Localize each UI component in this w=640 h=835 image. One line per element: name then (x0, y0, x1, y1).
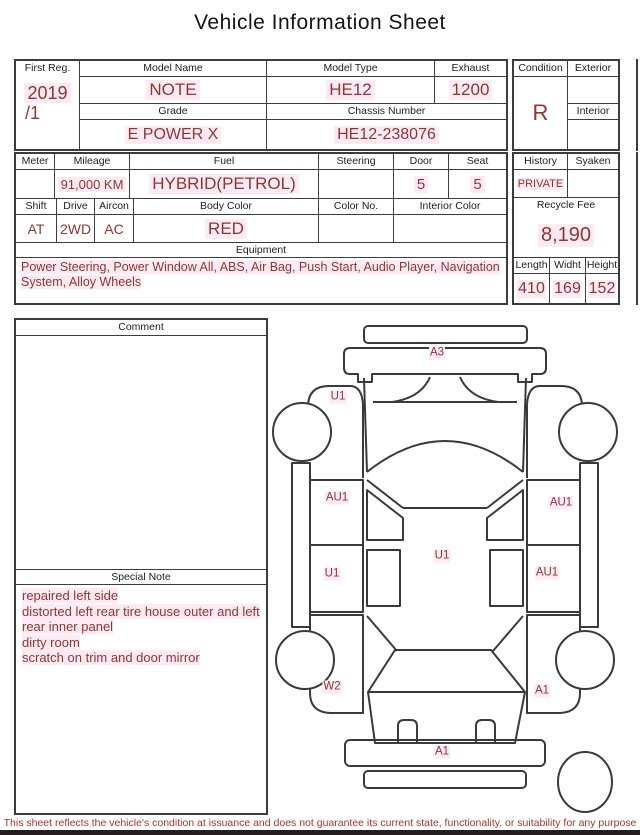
identity-header-row-2 (80, 104, 506, 120)
history-header-row (514, 154, 618, 170)
syaken-label: Syaken (575, 155, 611, 167)
history-label: History (514, 154, 568, 170)
damage-label-right-rear-door: AU1 (535, 566, 559, 579)
drive-value: 2WD (57, 215, 95, 242)
interior-label: Interior (568, 104, 618, 120)
fuel-value: HYBRID(PETROL) (130, 170, 319, 198)
shift-label: Shift (16, 199, 57, 215)
first-reg-month: /1 (25, 103, 41, 123)
damage-label-left-front-door: AU1 (325, 491, 349, 504)
height-label: Height (586, 259, 618, 271)
special-note-line: dirty room (22, 634, 80, 650)
dimensions-header-row (514, 258, 618, 274)
exhaust-label: Exhaust (451, 62, 490, 74)
color-no-value (319, 215, 394, 242)
steering-label: Steering (319, 154, 394, 170)
condition-value: R (532, 100, 549, 125)
exterior-value (568, 77, 618, 104)
special-note-line: distorted left rear tire house outer and left rear inner panel (22, 603, 260, 635)
condition-label: Condition (514, 61, 567, 77)
model-name-value: NOTE (80, 77, 267, 103)
drive-label: Drive (57, 199, 95, 215)
first-reg-year: 2019 (24, 83, 70, 103)
syaken-value (568, 170, 618, 197)
spec-header-row-2 (16, 199, 506, 215)
damage-label-front-bumper: A3 (429, 346, 445, 359)
history-value: PRIVATE (514, 170, 568, 197)
identity-value-row-2 (80, 120, 506, 149)
shift-value: AT (16, 215, 57, 242)
width-label: Widht (550, 258, 586, 274)
history-value-row (514, 170, 618, 198)
first-reg-cell (16, 61, 80, 149)
exterior-label: Exterior (568, 61, 618, 77)
identity-right (80, 61, 506, 149)
height-value: 152 (588, 279, 616, 297)
page-title: Vehicle Information Sheet (194, 11, 446, 34)
interior-color-label: Interior Color (419, 200, 481, 212)
interior-color-value (394, 215, 506, 242)
steering-value (319, 170, 394, 198)
first-reg-value (16, 77, 79, 149)
recycle-fee-value: 8,190 (514, 214, 618, 258)
length-value: 410 (514, 274, 550, 303)
special-note-line: repaired left side (22, 588, 119, 603)
color-no-label: Color No. (319, 199, 394, 215)
spec-table (14, 152, 508, 305)
equipment-value: Power Steering, Power Window All, ABS, Air Bag, Push Start, Audio Player, Navigation System, Alloy Wheels (21, 260, 500, 289)
car-damage-diagram (270, 310, 640, 830)
identity-table (14, 59, 508, 151)
chassis-label: Chassis Number (347, 105, 426, 117)
model-type-label: Model Type (267, 61, 435, 77)
interior-value (568, 120, 618, 149)
damage-label-right-rear-quarter: A1 (534, 684, 550, 697)
damage-label-right-front-door: AU1 (549, 496, 573, 509)
length-label: Length (514, 258, 550, 274)
body-color-value: RED (134, 215, 319, 242)
dimensions-value-row (514, 274, 618, 303)
model-name-label: Model Name (80, 61, 267, 77)
history-table (512, 152, 620, 305)
condition-cell (514, 61, 568, 149)
special-note-line: scratch on trim and door mirror (22, 650, 200, 666)
equipment-label: Equipment (16, 243, 506, 258)
identity-header-row-1 (80, 61, 506, 77)
damage-label-left-front-fender: U1 (330, 390, 346, 403)
condition-table (512, 59, 620, 151)
recycle-fee-label: Recycle Fee (536, 199, 596, 211)
spec-header-row-1 (16, 154, 506, 170)
model-type-value: HE12 (267, 77, 435, 103)
body-color-label: Body Color (134, 199, 319, 215)
mileage-value: 91,000 KM (55, 170, 130, 198)
exhaust-value: 1200 (435, 77, 506, 103)
comment-label: Comment (16, 320, 266, 336)
page-edge-line-top (636, 59, 638, 151)
spec-value-row-1 (16, 170, 506, 199)
mileage-label: Mileage (55, 154, 130, 170)
bottom-bar (0, 830, 640, 835)
exterior-interior-cell (568, 61, 618, 149)
special-note-label: Special Note (16, 569, 266, 585)
door-label: Door (394, 154, 449, 170)
special-note-text (16, 585, 266, 813)
spec-value-row-2 (16, 215, 506, 243)
meter-label: Meter (16, 154, 55, 170)
grade-value: E POWER X (80, 120, 267, 149)
first-reg-label: First Reg. (24, 62, 71, 74)
damage-label-roof: U1 (434, 549, 450, 562)
aircon-label: Aircon (95, 199, 134, 215)
door-value: 5 (394, 170, 449, 198)
seat-value: 5 (449, 170, 506, 198)
disclaimer-text: This sheet reflects the vehicle's condition at issuance and does not guarantee its current state, functionality, or suitability for any purpose (3, 817, 637, 829)
damage-label-rear-bumper: A1 (434, 745, 450, 758)
aircon-value: AC (95, 215, 134, 242)
identity-value-row-1 (80, 77, 506, 104)
fuel-label: Fuel (130, 154, 319, 170)
page-edge-line-bottom (636, 152, 638, 305)
comment-box (14, 318, 268, 815)
damage-label-left-rear-quarter: W2 (323, 680, 341, 693)
chassis-value: HE12-238076 (267, 120, 506, 149)
comment-text (16, 336, 266, 569)
seat-label: Seat (466, 155, 489, 167)
meter-value (16, 170, 55, 198)
grade-label: Grade (80, 104, 267, 120)
damage-label-left-rear-door: U1 (324, 567, 340, 580)
width-value: 169 (550, 274, 586, 303)
